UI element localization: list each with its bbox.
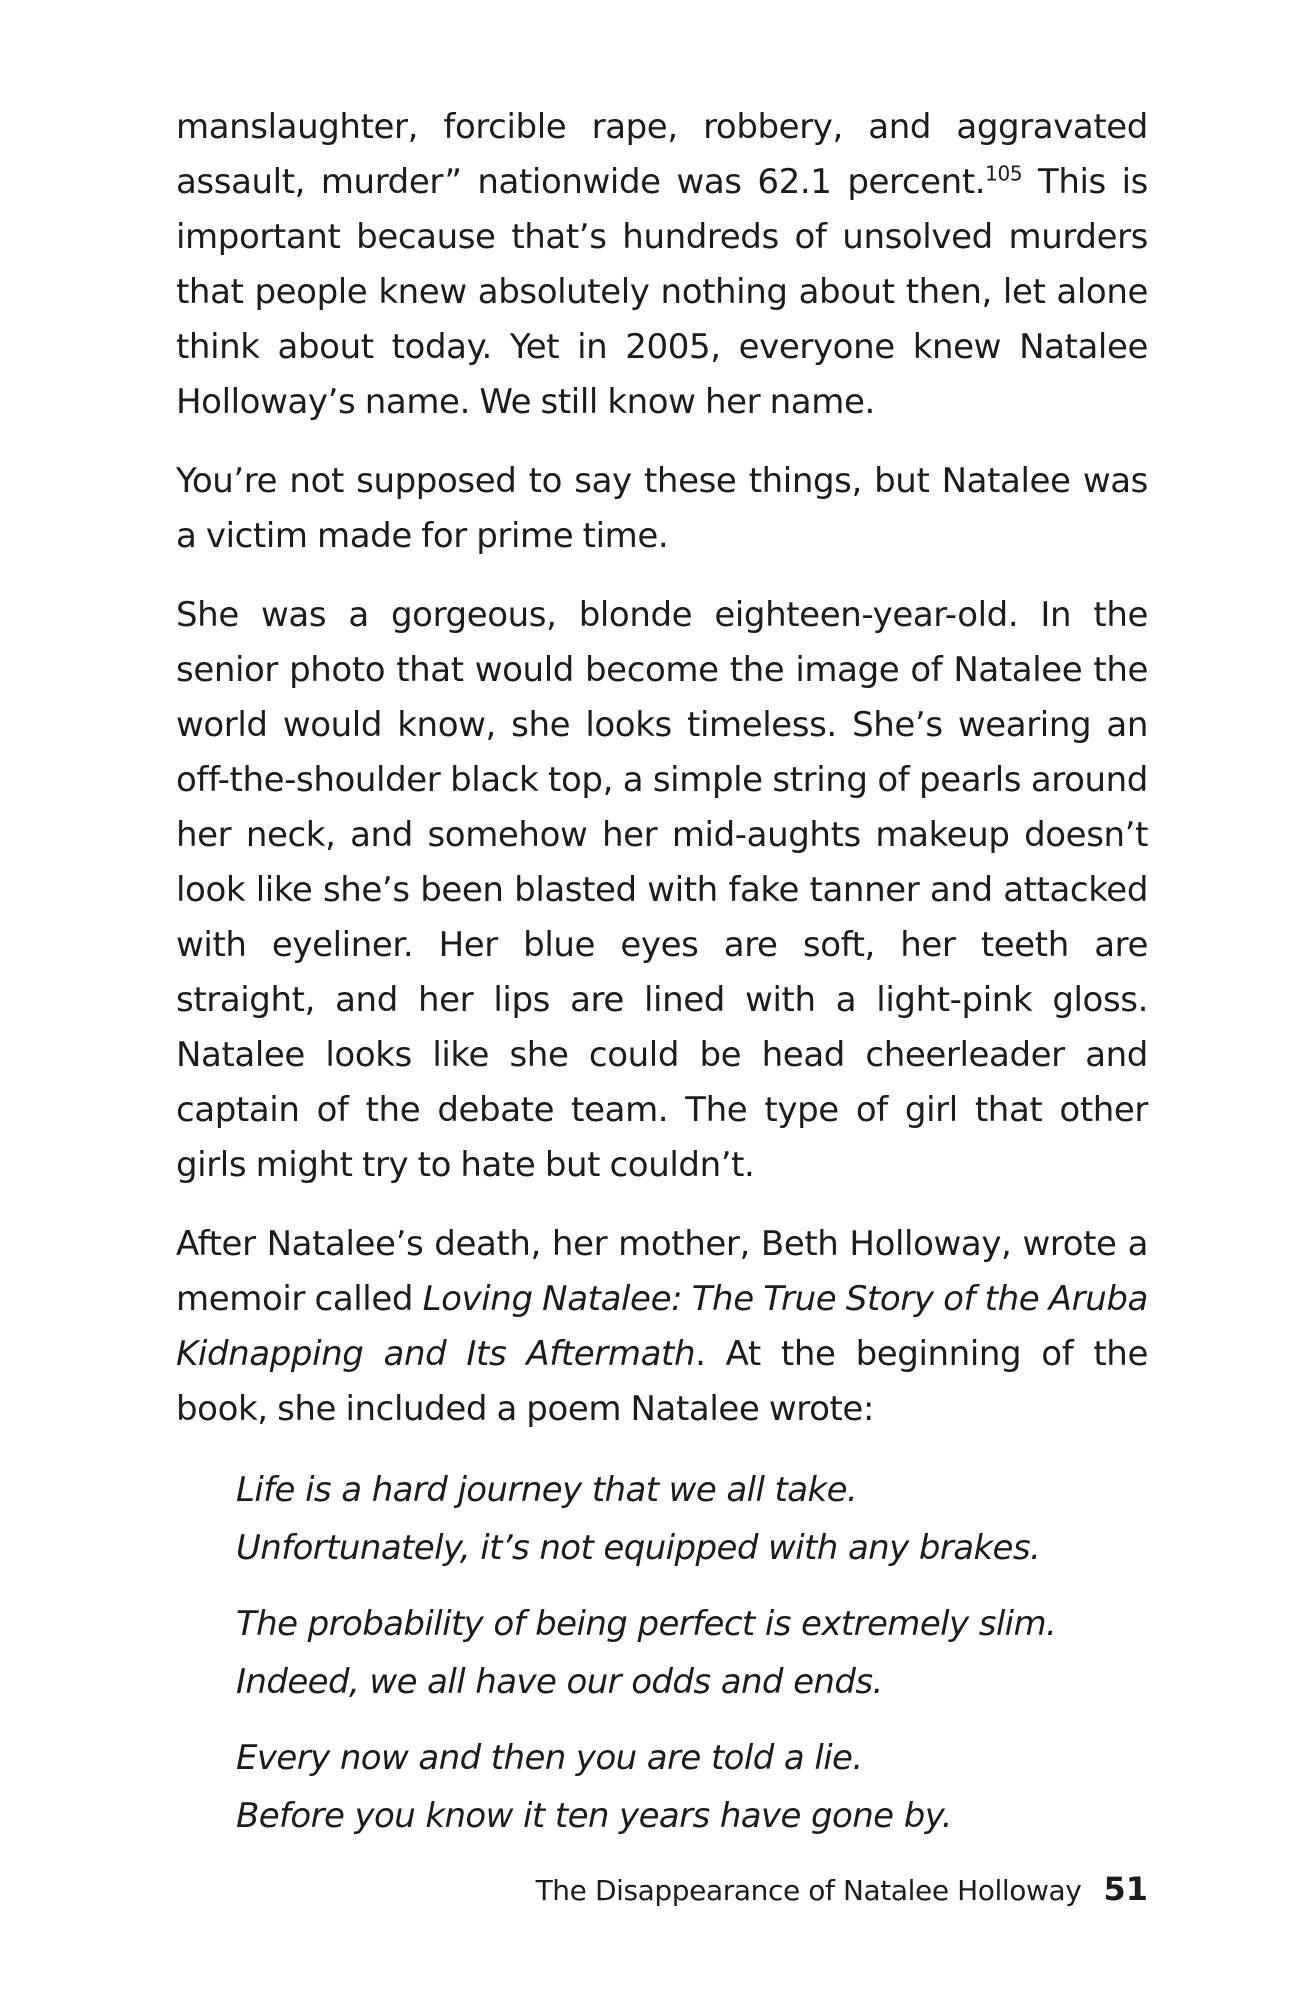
paragraph-2: You’re not supposed to say these things, but Natalee was a victim made for prime time. (176, 461, 1148, 556)
page-footer (536, 1870, 1148, 1908)
poem-line: Every now and then you are told a lie. (236, 1738, 863, 1778)
poem-line: Unfortunately, it’s not equipped with any brakes. (236, 1528, 1041, 1568)
paragraph-4 (176, 1217, 1148, 1437)
poem-line: Life is a hard journey that we all take. (236, 1470, 858, 1510)
poem-stanza-3 (236, 1729, 1148, 1845)
paragraph-3: She was a gorgeous, blonde eighteen-year-old. In the senior photo that would become the image of Natalee the world would know, she looks timeless. She’s wearing an off-the-shoulder black top, a simple string of pearls around her neck, and somehow her mid-aughts makeup doesn’t look like she’s been blasted with fake tanner and attacked with eyeliner. Her blue eyes are soft, her teeth are straight, and her lips are lined with a light-pink gloss. Natalee looks like she could be head cheerleader and captain of the debate team. The type of girl that other girls might try to hate but couldn’t. (176, 595, 1148, 1185)
poem (236, 1461, 1148, 1845)
paragraph-1 (176, 100, 1148, 430)
poem-line: Indeed, we all have our odds and ends. (236, 1662, 883, 1702)
running-footer-title: The Disappearance of Natalee Holloway (535, 1874, 1082, 1907)
paragraph-4-text-b: . At the beginning of the book, she included a poem Natalee wrote: (176, 1334, 1148, 1429)
paragraph-1-text-a: manslaughter, forcible rape, robbery, and aggravated assault, murder” nationwide was 62.1 percent. (176, 107, 1148, 202)
poem-line: Before you know it ten years have gone by. (236, 1796, 952, 1836)
page-body (176, 100, 1148, 1863)
footnote-marker[interactable]: 105 (985, 161, 1023, 186)
paragraph-1-text-b: This is important because that’s hundreds of unsolved murders that people knew absolutely nothing about then, let alone think about today. Yet in 2005, everyone knew Natalee Holloway’s name. We still know her name. (176, 162, 1148, 422)
poem-line: The probability of being perfect is extremely slim. (236, 1604, 1057, 1644)
paragraph-4-text-a: After Natalee’s death, her mother, Beth Holloway, wrote a memoir called (176, 1224, 1148, 1319)
page-number: 51 (1103, 1870, 1148, 1908)
poem-stanza-1 (236, 1461, 1148, 1577)
book-title: Loving Natalee: The True Story of the Aruba Kidnapping and Its Aftermath (176, 1279, 1148, 1374)
poem-stanza-2 (236, 1595, 1148, 1711)
